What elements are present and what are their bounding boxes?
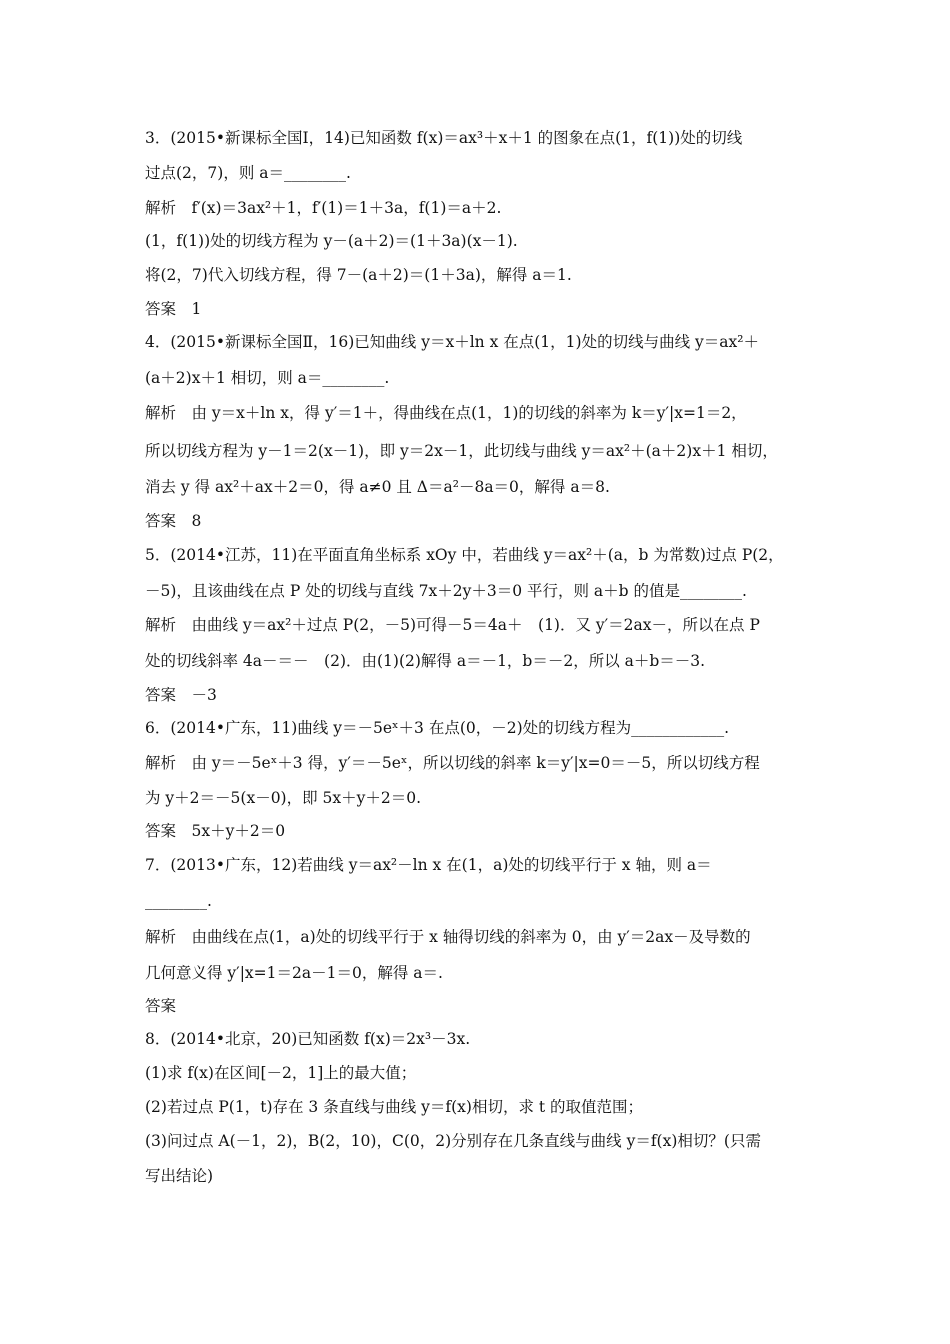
problem-7-statement-cont: ________. <box>145 892 212 910</box>
problem-3-statement-cont: 过点(2，7)，则 a＝________. <box>145 164 351 182</box>
problem-5-solution-cont: 处的切线斜率 4a－＝－ (2)．由(1)(2)解得 a＝－1，b＝－2，所以 a＋b＝－3. <box>145 652 706 670</box>
problem-3-solution: 解析 f′(x)＝3ax²＋1，f′(1)＝1＋3a，f(1)＝a＋2. <box>145 199 502 217</box>
problem-5-statement-cont: －5)，且该曲线在点 P 处的切线与直线 7x＋2y＋3＝0 平行，则 a＋b 的值是________. <box>145 582 747 600</box>
problem-8-part-1: (1)求 f(x)在区间[－2，1]上的最大值； <box>145 1064 417 1082</box>
problem-4-solution: 解析 由 y＝x＋ln x，得 y′＝1＋，得曲线在点(1，1)的切线的斜率为 k＝y′|x=1＝2， <box>145 404 747 422</box>
problem-7-answer: 答案 <box>145 997 177 1015</box>
problem-7-solution-cont: 几何意义得 y′|x=1＝2a－1＝0，解得 a＝. <box>145 964 443 982</box>
problem-3-answer: 答案 1 <box>145 300 202 318</box>
problem-4-solution-cont: 所以切线方程为 y－1＝2(x－1)，即 y＝2x－1，此切线与曲线 y＝ax²＋(a＋2)x＋1 相切， <box>145 442 778 460</box>
problem-8-part-3-cont: 写出结论) <box>145 1167 214 1185</box>
problem-5-answer: 答案 －3 <box>145 686 217 704</box>
problem-6-answer: 答案 5x＋y＋2＝0 <box>145 822 286 840</box>
problem-3-solution-cont: 将(2，7)代入切线方程，得 7－(a＋2)＝(1＋3a)，解得 a＝1. <box>145 266 572 284</box>
problem-4-statement: 4．(2015•新课标全国Ⅱ，16)已知曲线 y＝x＋ln x 在点(1，1)处的切线与曲线 y＝ax²＋ <box>145 333 759 351</box>
problem-7-solution: 解析 由曲线在点(1，a)处的切线平行于 x 轴得切线的斜率为 0，由 y′＝2ax－及导数的 <box>145 928 751 946</box>
problem-6-solution-cont: 为 y＋2＝－5(x－0)，即 5x＋y＋2＝0. <box>145 789 422 807</box>
problem-4-solution-cont: 消去 y 得 ax²＋ax＋2＝0，得 a≠0 且 Δ＝a²－8a＝0，解得 a＝8. <box>145 478 610 496</box>
problem-6-statement: 6．(2014•广东，11)曲线 y＝－5eˣ＋3 在点(0，－2)处的切线方程为____________. <box>145 719 730 737</box>
problem-8-part-2: (2)若过点 P(1，t)存在 3 条直线与曲线 y＝f(x)相切，求 t 的取值范围； <box>145 1098 644 1116</box>
problem-6-solution: 解析 由 y＝－5eˣ＋3 得，y′＝－5eˣ，所以切线的斜率 k＝y′|x=0＝－5，所以切线方程 <box>145 754 760 772</box>
problem-4-statement-cont: (a＋2)x＋1 相切，则 a＝________. <box>145 369 390 387</box>
problem-3-solution-cont: (1，f(1))处的切线方程为 y－(a＋2)＝(1＋3a)(x－1). <box>145 232 518 250</box>
problem-5-solution: 解析 由曲线 y＝ax²＋过点 P(2，－5)可得－5＝4a＋ (1)．又 y′＝2ax－，所以在点 P <box>145 616 760 634</box>
problem-8-part-3: (3)问过点 A(－1，2)，B(2，10)，C(0，2)分别存在几条直线与曲线 y＝f(x)相切？(只需 <box>145 1132 761 1150</box>
problem-7-statement: 7．(2013•广东，12)若曲线 y＝ax²－ln x 在(1，a)处的切线平行于 x 轴，则 a＝ <box>145 856 712 874</box>
problem-8-statement: 8．(2014•北京，20)已知函数 f(x)＝2x³－3x. <box>145 1030 471 1048</box>
problem-4-answer: 答案 8 <box>145 512 202 530</box>
problem-3-statement: 3．(2015•新课标全国Ⅰ，14)已知函数 f(x)＝ax³＋x＋1 的图象在点(1，f(1))处的切线 <box>145 129 743 147</box>
problem-5-statement: 5．(2014•江苏，11)在平面直角坐标系 xOy 中，若曲线 y＝ax²＋(a，b 为常数)过点 P(2， <box>145 546 784 564</box>
